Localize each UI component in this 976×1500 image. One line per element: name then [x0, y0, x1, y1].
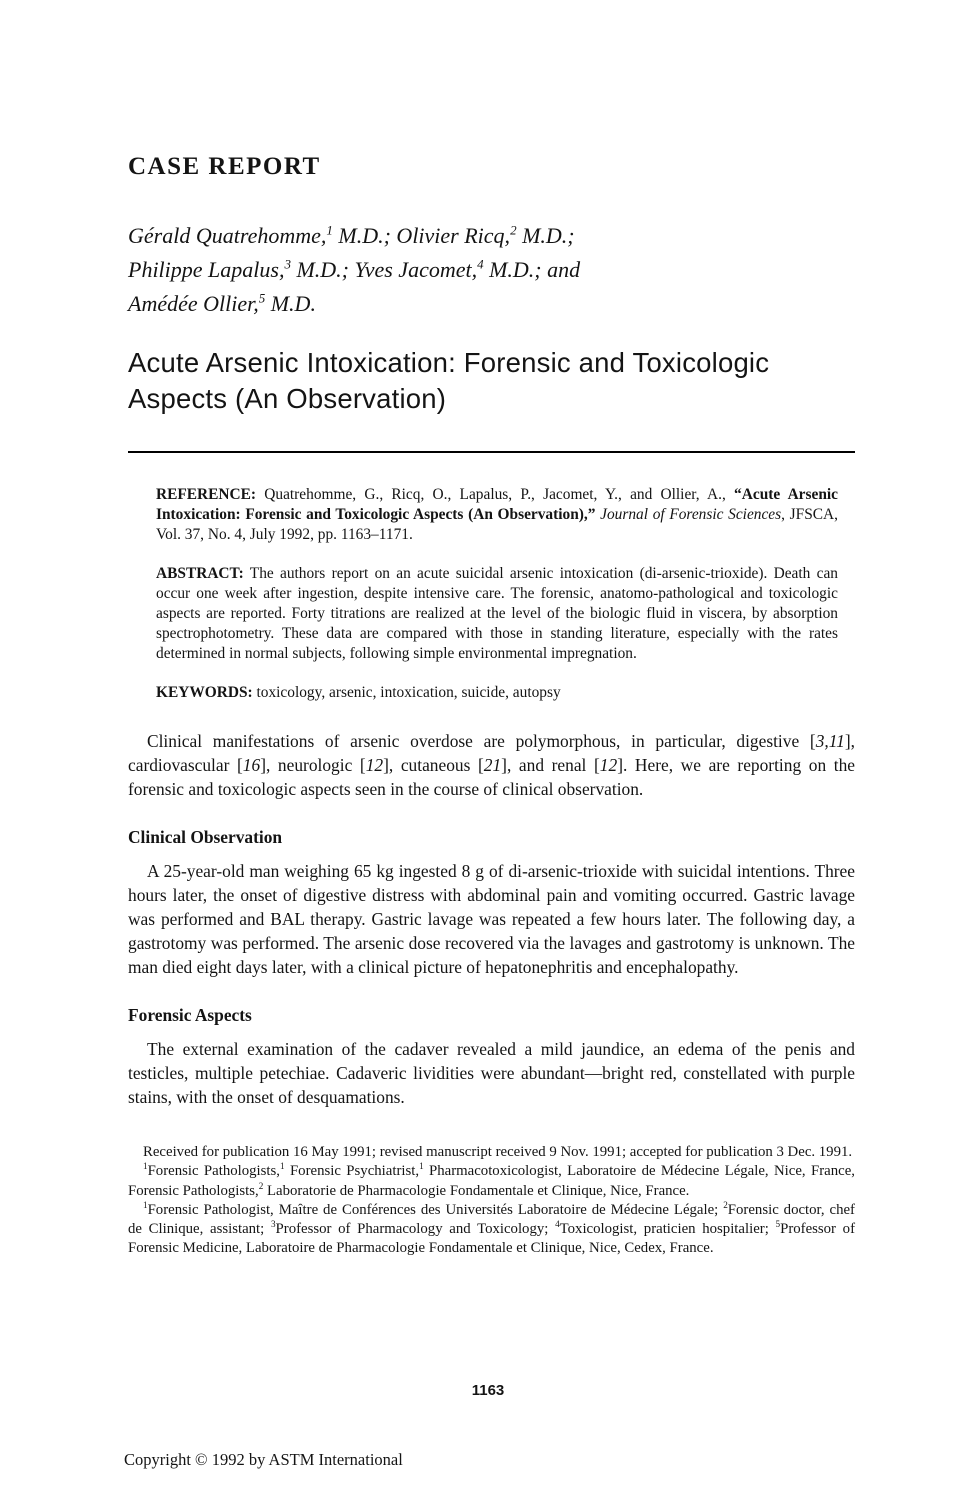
case-report-label: CASE REPORT	[128, 153, 321, 180]
intro-paragraph: Clinical manifestations of arsenic overdose are polymorphous, in particular, digestive [3,11], cardiovascular [16], neurologic [12], cutaneous [21], and renal [12]. Here, we are reporting on the forensic and toxicologic aspects seen in the course of clinical observation.	[128, 731, 855, 800]
divider-rule	[128, 451, 855, 453]
reference-paragraph: REFERENCE: Quatrehomme, G., Ricq, O., Lapalus, P., Jacomet, Y., and Ollier, A., “Acute Arsenic Intoxication: Forensic and Toxicologic Aspects (An Observation),” Journal of Forensic Sciences, JFSCA, Vol. 37, No. 4, July 1992, pp. 1163–1171.	[156, 486, 839, 543]
forensic-aspects-paragraph: The external examination of the cadaver revealed a mild jaundice, an edema of the penis and testicles, multiple petechiae. Cadaveric lividities were abundant—bright red, constellated with purple stains, with the onset of desquamations.	[128, 1039, 855, 1108]
article-title: Acute Arsenic Intoxication: Forensic and Toxicologic Aspects (An Observation)	[128, 347, 770, 414]
abstract-paragraph: ABSTRACT: The authors report on an acute suicidal arsenic intoxication (di-arsenic-trioxide). Death can occur one week after ingestion, despite intensive care. The forensic, anatomo-pathological and toxicologic aspects are reported. Forty titrations are realized at the level of the biologic fluid in viscera, by absorption spectrophotometry. These data are compared with those in standing literature, especially with the rates determined in normal subjects, following simple environmental impregnation.	[156, 565, 838, 662]
copyright-line: Copyright © 1992 by ASTM International	[124, 1450, 403, 1469]
footnote-received: Received for publication 16 May 1991; revised manuscript received 9 Nov. 1991; accepted for publication 3 Dec. 1991.	[143, 1144, 853, 1161]
meta-block	[128, 485, 855, 703]
clinical-observation-paragraph: A 25-year-old man weighing 65 kg ingested 8 g of di-arsenic-trioxide with suicidal intentions. Three hours later, the onset of digestive distress with abdominal pain and vomiting occurred. Gastric lavage was performed and BAL therapy. Gastric lavage was repeated a few hours later. The following day, a gastrotomy was performed. The arsenic dose recovered via the lavages and gastrotomy is unknown. The man died eight days later, with a clinical picture of hepatonephritis and encephalopathy.	[128, 861, 855, 978]
footnotes-block	[128, 1143, 855, 1258]
keywords-paragraph: KEYWORDS: toxicology, arsenic, intoxication, suicide, autopsy	[156, 684, 561, 702]
section-heading-forensic-aspects: Forensic Aspects	[128, 1005, 252, 1026]
footnote-affiliations-1: $^1$Forensic Pathologists,$^1$ Forensic Psychiatrist,$^1$ Pharmacotoxicologist, Laboratoire de Médecine Légale, Nice, France, Forensic Pathologists,$^2$ Laboratorie de Pharmacologie Fondamentale et Clinique, Nice, France.	[128, 1161, 855, 1199]
page-content	[128, 152, 855, 1258]
footnote-affiliations-2: $^1$Forensic Pathologist, Maître de Conférences des Universités Laboratoire de Médecine Légale; $^2$Forensic doctor, chef de Clinique, assistant; $^3$Professor of Pharmacology and Toxicology; $^4$Toxicologist, praticien hospitalier; $^5$Professor of Forensic Medicine, Laboratoire de Pharmacologie Fondamentale et Clinique, Nice, Cedex, France.	[128, 1199, 856, 1257]
authors-byline: Gérald Quatrehomme,$^1$ M.D.; Olivier Ricq,$^2$ M.D.; Philippe Lapalus,$^3$ M.D.; Yves Jacomet,$^4$ M.D.; and Amédée Ollier,$^5$ M.D.	[128, 222, 581, 316]
section-heading-clinical-observation: Clinical Observation	[128, 827, 283, 848]
page-number: 1163	[471, 1382, 505, 1399]
